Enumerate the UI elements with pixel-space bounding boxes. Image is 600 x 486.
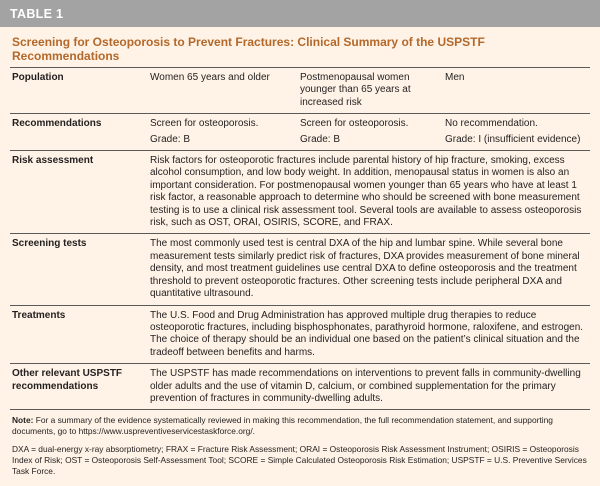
- risk-assessment-text: Risk factors for osteoporotic fractures include parental history of hip fracture, smoking, excess alcohol consumption, and low body weight. In addition, menopausal status in women is also an important consideration. For postmenopausal women younger than 65 years who have at least 1 risk factor, a reasonable approach to determine who should be screened with bone measurement testing is to use a clinical risk assessment tool. Several tools are available to assess osteoporosis risk, such as OST, ORAI, OSIRIS, SCORE, and FRAX.: [150, 155, 582, 229]
- population-col1: Women 65 years and older: [150, 72, 270, 83]
- note-paragraph: [12, 415, 588, 437]
- screening-tests-text: The most commonly used test is central DXA of the hip and lumbar spine. While several bone measurement tests similarly predict risk of fractures, DXA provides measurement of bone mineral density, and most treatment guidelines use central DXA to define osteoporosis and the treatment threshold to prevent osteoporotic fractures. Other screening tests include peripheral DXA and quantitative ultrasound.: [150, 238, 580, 300]
- recommendation-col3: No recommendation.: [445, 118, 538, 130]
- row-label: Treatments: [12, 309, 66, 321]
- population-col3: Men: [445, 72, 465, 83]
- recommendation-col1: Screen for osteoporosis.: [150, 118, 259, 130]
- row-label: Other relevant USPSTF recommendations: [12, 368, 123, 392]
- row-label: Screening tests: [12, 238, 87, 250]
- row-label: Risk assessment: [12, 155, 94, 167]
- row-risk-assessment: [10, 151, 590, 233]
- table-notes: [10, 410, 590, 477]
- row-population: [10, 68, 590, 113]
- grade-col1: Grade: B: [150, 133, 191, 145]
- abbreviations: DXA = dual-energy x-ray absorptiometry; FRAX = Fracture Risk Assessment; ORAI = Osteoporosis Risk Assessment Instrument; OSIRIS = Osteoporosis Index of Risk; OST = Osteoporosis Self-Assessment Tool; SCORE = Simple Calculated Osteoporosis Risk Estimation; USPSTF = U.S. Preventive Services Task Force.: [12, 444, 587, 477]
- row-label: Recommendations: [12, 118, 102, 130]
- table-header-bar: [0, 0, 600, 27]
- recommendation-col2: Screen for osteoporosis.: [300, 118, 409, 130]
- treatments-text: The U.S. Food and Drug Administration has approved multiple drug therapies to reduce osteoporotic fractures, including bisphosphonates, parathyroid hormone, raloxifene, and estrogen. The choice of therapy should be an individual one based on the patient’s clinical situation and the tradeoff between benefits and harms.: [150, 309, 584, 358]
- other-recommendations-text: The USPSTF has made recommendations on interventions to prevent falls in community-dwelling older adults and the use of vitamin D, calcium, or combined supplementation for the primary prevention of fractures in community-dwelling adults.: [150, 368, 581, 404]
- grade-col2: Grade: B: [300, 133, 341, 145]
- table-label: TABLE 1: [10, 6, 64, 21]
- row-other-recommendations: [10, 364, 590, 409]
- population-col2: Postmenopausal women younger than 65 years at increased risk: [300, 72, 411, 108]
- row-screening-tests: [10, 234, 590, 304]
- table-title: Screening for Osteoporosis to Prevent Fractures: Clinical Summary of the USPSTF Recommendations: [12, 35, 485, 63]
- note-prefix: Note:: [12, 415, 34, 426]
- row-recommendations: [10, 114, 590, 150]
- row-label: Population: [12, 72, 64, 83]
- grade-col3: Grade: I (insufficient evidence): [445, 133, 581, 145]
- note-text: For a summary of the evidence systematically reviewed in making this recommendation, the full recommendation statement, and supporting documents, go to https://www.uspreventiveservicestaskforce.org/.: [12, 415, 553, 437]
- row-treatments: [10, 306, 590, 364]
